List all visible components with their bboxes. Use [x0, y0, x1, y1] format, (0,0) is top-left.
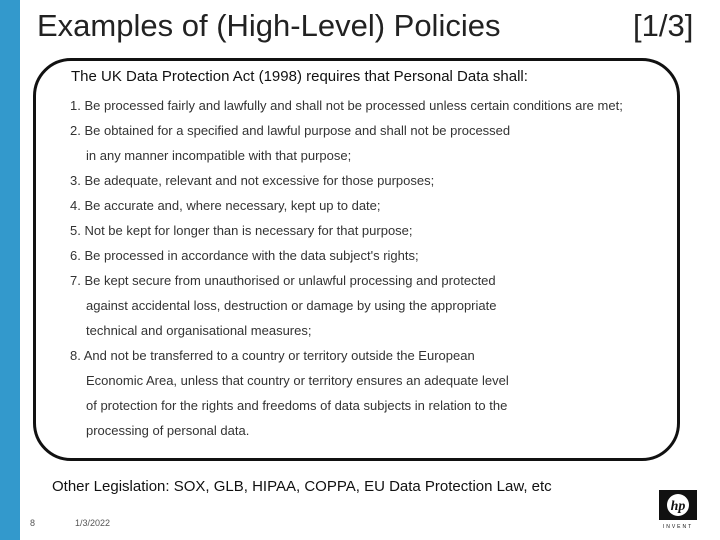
requirement-item	[70, 343, 623, 443]
requirement-line: against accidental loss, destruction or damage by using the appropriate	[86, 298, 497, 313]
requirement-item	[70, 268, 623, 343]
requirement-line: 7. Be kept secure from unauthorised or unlawful processing and protected	[70, 273, 496, 288]
requirement-line: 3. Be adequate, relevant and not excessive for those purposes;	[70, 173, 435, 188]
requirement-item	[70, 168, 623, 193]
requirement-line: 4. Be accurate and, where necessary, kept up to date;	[70, 198, 381, 213]
accent-bar	[0, 0, 20, 540]
requirement-item	[70, 193, 623, 218]
requirement-line: 5. Not be kept for longer than is necessary for that purpose;	[70, 223, 413, 238]
requirement-line: 2. Be obtained for a specified and lawful purpose and shall not be processed	[70, 123, 511, 138]
requirement-item	[70, 118, 623, 168]
requirement-line: processing of personal data.	[86, 423, 250, 438]
requirements-list	[70, 93, 623, 443]
page-counter: [1/3]	[633, 8, 694, 43]
logo-mark: hp	[670, 499, 686, 514]
requirement-line: 6. Be processed in accordance with the data subject's rights;	[70, 248, 419, 263]
other-legislation-text: Other Legislation: SOX, GLB, HIPAA, COPPA, EU Data Protection Law, etc	[52, 478, 552, 495]
hp-logo-icon	[656, 490, 700, 530]
slide-title: Examples of (High-Level) Policies	[37, 8, 501, 43]
footer-date: 1/3/2022	[75, 518, 111, 528]
requirement-item	[70, 243, 623, 268]
intro-text: The UK Data Protection Act (1998) requires that Personal Data shall:	[71, 68, 528, 85]
requirement-item	[70, 218, 623, 243]
requirement-line: 1. Be processed fairly and lawfully and shall not be processed unless certain conditions are met;	[70, 98, 623, 113]
requirement-line: technical and organisational measures;	[86, 323, 312, 338]
logo-subtext: INVENT	[662, 524, 694, 530]
requirement-item	[70, 93, 623, 118]
requirement-line: Economic Area, unless that country or territory ensures an adequate level	[86, 373, 509, 388]
requirement-line: 8. And not be transferred to a country or territory outside the European	[70, 348, 475, 363]
requirement-line: in any manner incompatible with that purpose;	[86, 148, 352, 163]
footer-page-number: 8	[30, 518, 36, 528]
requirement-line: of protection for the rights and freedoms of data subjects in relation to the	[86, 398, 508, 413]
